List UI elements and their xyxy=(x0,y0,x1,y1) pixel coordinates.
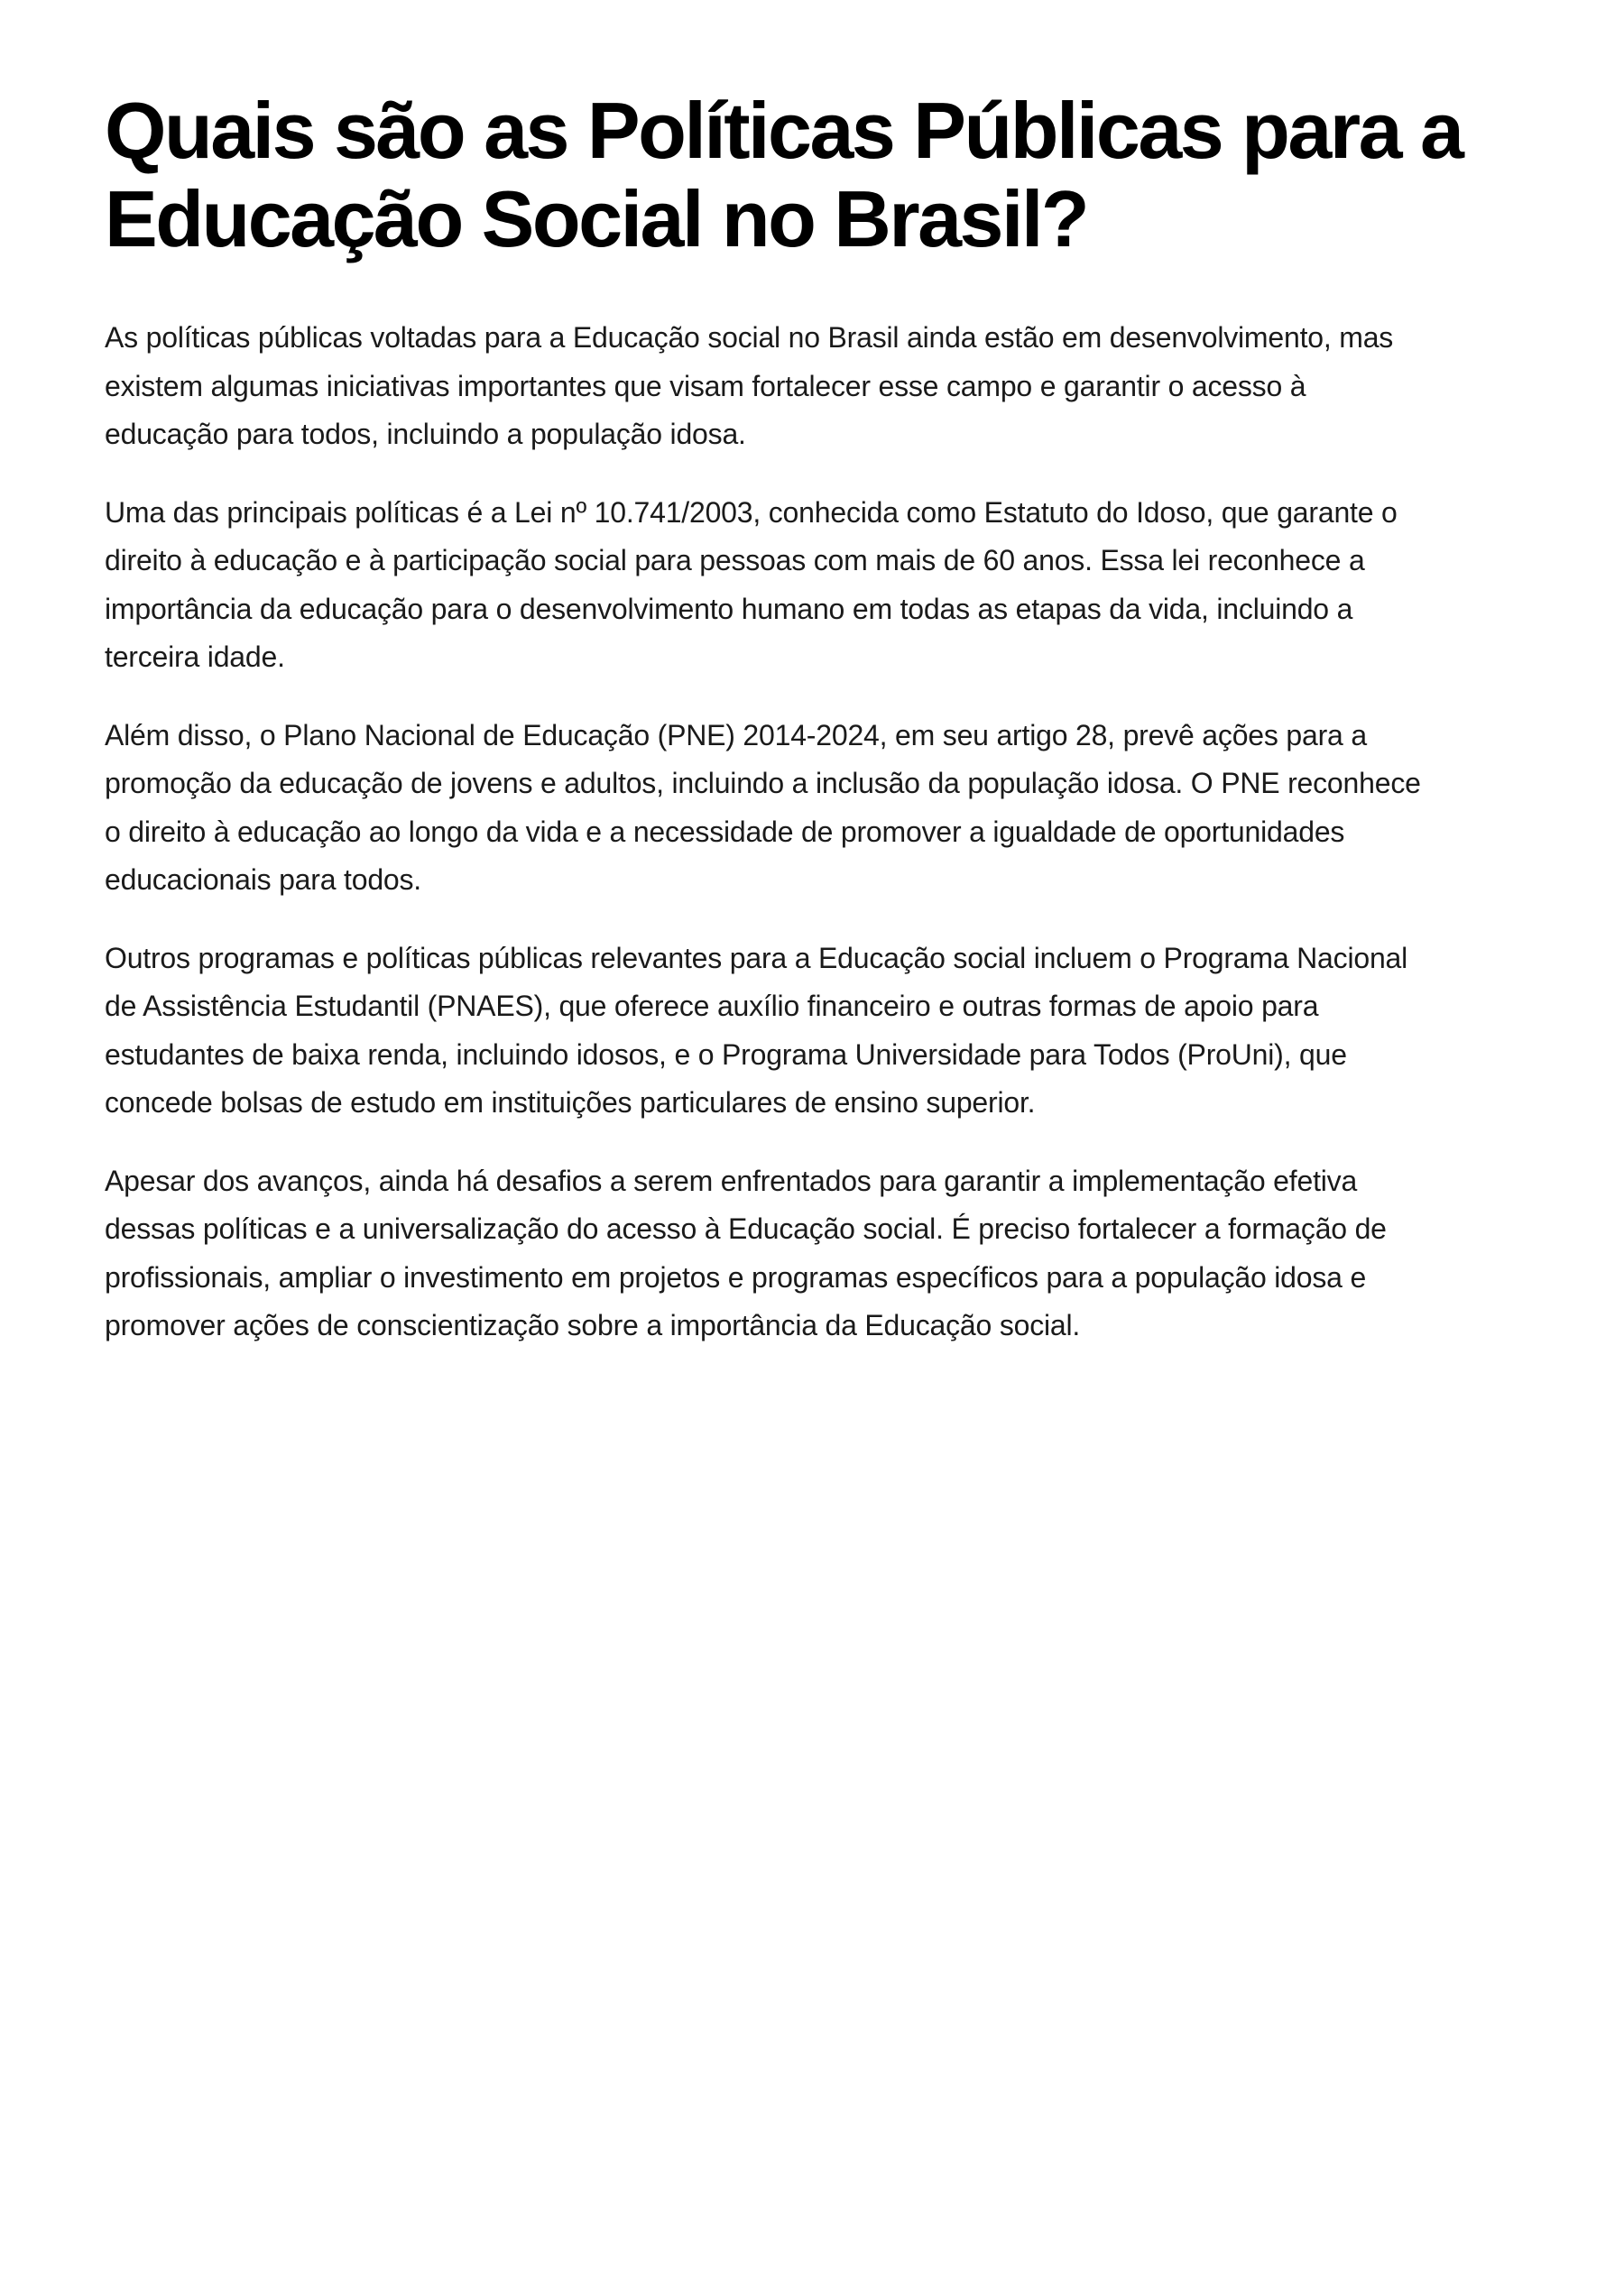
page-title xyxy=(105,87,1530,263)
text-line: promoção da educação de jovens e adultos, incluindo a inclusão da população idosa. O PNE reconhece xyxy=(105,767,1421,799)
paragraph-other-programs xyxy=(105,935,1530,1128)
text-line: Apesar dos avanços, ainda há desafios a serem enfrentados para garantir a implementação efetiva xyxy=(105,1164,1358,1197)
text-line: Além disso, o Plano Nacional de Educação (PNE) 2014-2024, em seu artigo 28, prevê ações para a xyxy=(105,718,1367,751)
paragraph-intro xyxy=(105,314,1530,459)
page-title-line: Quais são as Políticas Públicas para a xyxy=(105,86,1463,175)
text-line: de Assistência Estudantil (PNAES), que oferece auxílio financeiro e outras formas de apoio para xyxy=(105,990,1319,1022)
page-title-line: Educação Social no Brasil? xyxy=(105,174,1088,263)
text-line: Outros programas e políticas públicas relevantes para a Educação social incluem o Programa Nacional xyxy=(105,941,1408,974)
text-line: promover ações de conscientização sobre a importância da Educação social. xyxy=(105,1309,1081,1341)
text-line: Uma das principais políticas é a Lei nº 10.741/2003, conhecida como Estatuto do Idoso, que garante o xyxy=(105,495,1398,529)
paragraph-estatuto-do-idoso xyxy=(105,489,1530,682)
text-line: importância da educação para o desenvolvimento humano em todas as etapas da vida, incluindo a xyxy=(105,592,1353,625)
text-line: dessas políticas e a universalização do acesso à Educação social. É preciso fortalecer a formação de xyxy=(105,1212,1387,1245)
text-line: As políticas públicas voltadas para a Educação social no Brasil ainda estão em desenvolvimento, mas xyxy=(105,321,1394,354)
document-page xyxy=(105,87,1530,1380)
text-line: profissionais, ampliar o investimento em projetos e programas específicos para a população idosa e xyxy=(105,1260,1367,1294)
paragraph-challenges xyxy=(105,1157,1530,1350)
text-line: direito à educação e à participação social para pessoas com mais de 60 anos. Essa lei reconhece a xyxy=(105,544,1365,576)
article-body xyxy=(105,314,1530,1350)
text-line: estudantes de baixa renda, incluindo idosos, e o Programa Universidade para Todos (ProUni), que xyxy=(105,1037,1347,1071)
paragraph-pne xyxy=(105,712,1530,905)
text-line: concede bolsas de estudo em instituições particulares de ensino superior. xyxy=(105,1086,1036,1119)
text-line: existem algumas iniciativas importantes que visam fortalecer esse campo e garantir o acesso à xyxy=(105,369,1306,402)
text-line: terceira idade. xyxy=(105,641,285,673)
text-line: educação para todos, incluindo a população idosa. xyxy=(105,418,746,450)
text-line: o direito à educação ao longo da vida e a necessidade de promover a igualdade de oportunidades xyxy=(105,815,1345,848)
text-line: educacionais para todos. xyxy=(105,863,421,896)
